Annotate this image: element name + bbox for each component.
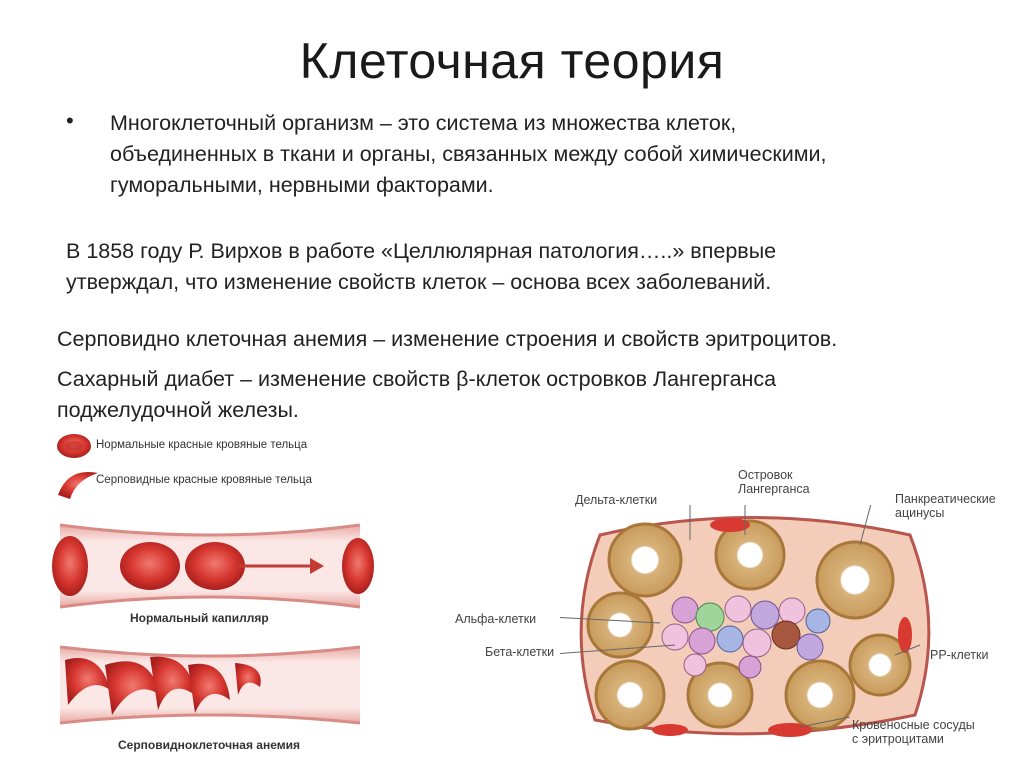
alpha-cells-label: Альфа-клетки (455, 612, 537, 626)
virchow-paragraph (66, 236, 966, 298)
legend-normal-label: Нормальные красные кровяные тельца (96, 439, 308, 451)
virchow-line: утверждал, что изменение свойств клеток – основа всех заболеваний. (66, 270, 772, 294)
beta-cells-label: Бета-клетки (485, 645, 555, 659)
sickle-capillary (60, 647, 360, 723)
vessels-label: Кровеносные сосуды с эритроцитами (852, 718, 975, 746)
anemia-paragraph: Серповидно клеточная анемия – изменение строения и свойств эритроцитов. (57, 327, 838, 351)
normal-capillary (52, 525, 374, 607)
diabetes-line: Сахарный диабет – изменение свойств β-клеток островков Лангерганса (57, 367, 777, 391)
bullet-line: гуморальными, нервными факторами. (110, 173, 494, 197)
langerhans-islet-illustration (560, 505, 940, 745)
virchow-line: В 1858 году Р. Вирхов в работе «Целлюлярная патология…..» впервые (66, 239, 777, 263)
sickle-capillary-caption: Серповидноклеточная анемия (118, 738, 300, 752)
delta-cells-label: Дельта-клетки (575, 493, 658, 507)
legend-sickle-label: Серповидные красные кровяные тельца (96, 474, 313, 486)
bullet-line: объединенных в ткани и органы, связанных между собой химическими, (110, 142, 827, 166)
islet-label: Островок Лангерганса (738, 468, 810, 496)
bullet-paragraph (66, 108, 986, 201)
pp-cells-label: PP-клетки (930, 648, 989, 662)
normal-capillary-caption: Нормальный капилляр (130, 611, 269, 625)
acini-label: Панкреатические ацинусы (895, 492, 996, 520)
slide-title: Клеточная теория (299, 33, 725, 89)
bullet-line: Многоклеточный организм – это система из множества клеток, (110, 111, 737, 135)
sickle-rbc-icon (58, 472, 98, 499)
diabetes-line: поджелудочной железы. (57, 398, 299, 422)
bullet-marker: • (66, 108, 74, 133)
diabetes-paragraph (57, 364, 957, 426)
